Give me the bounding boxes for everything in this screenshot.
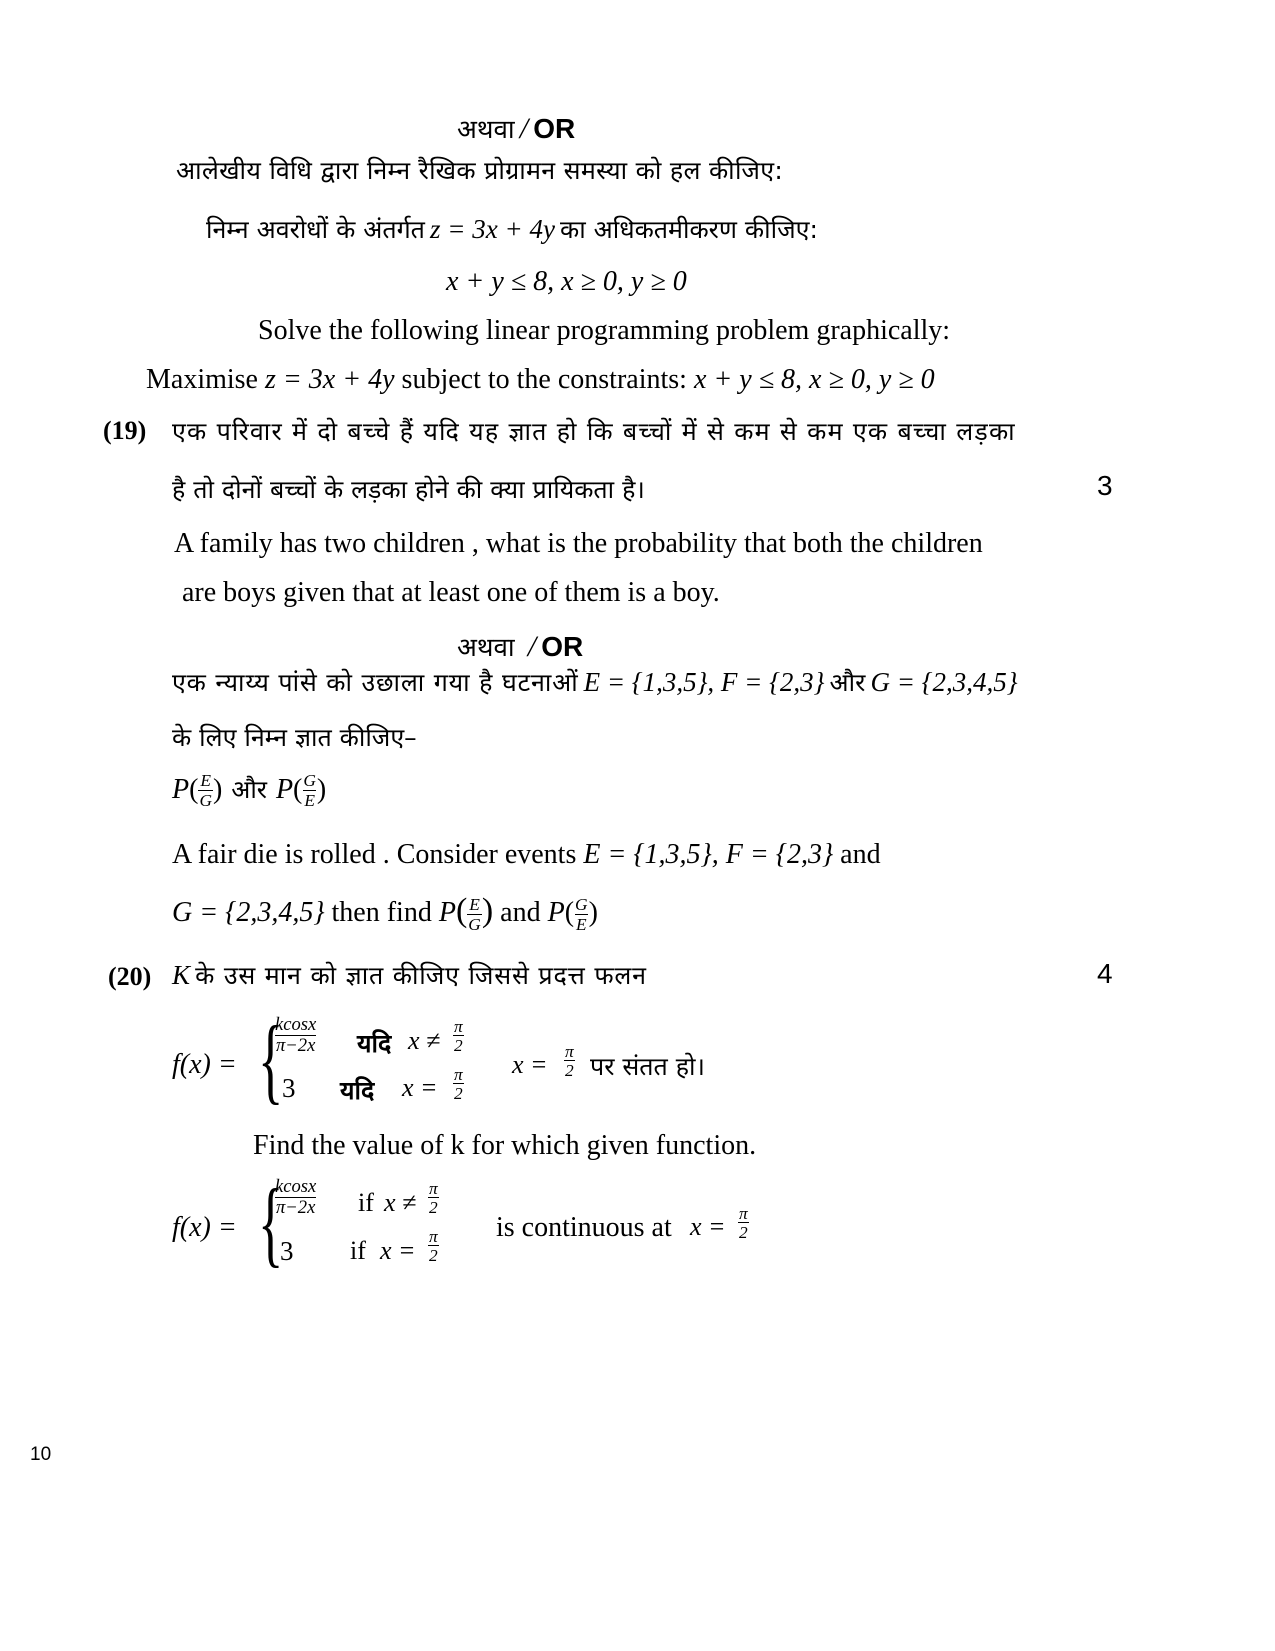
piecewise-case1-if-en: if xyxy=(358,1188,374,1217)
q19-alt-hindi-line-2: के लिए निम्न ज्ञात कीजिए– xyxy=(172,723,417,752)
piecewise-case1-fraction-hi: $\frac{kcosx}{\pi-2x}$ xyxy=(275,1014,317,1056)
q19-hindi-line-1: एक परिवार में दो बच्चे हैं यदि यह ज्ञात हो कि बच्चों में से कम से कम एक बच्चा लड़का xyxy=(172,417,1016,446)
piecewise-case2-cond-hi: x = xyxy=(402,1073,438,1102)
page-number: 10 xyxy=(30,1444,52,1465)
q19-alt-probabilities-hi: P( $\frac{E}{G}$ ) और P( $\frac{G}{E}$ ) xyxy=(172,771,327,810)
continuity-text-hi: पर संतत हो। xyxy=(590,1052,705,1081)
continuity-pi-over-2-hi: $\frac{\pi}{2}$ xyxy=(565,1042,574,1081)
piecewise-case1-pi-over-2-hi: $\frac{\pi}{2}$ xyxy=(454,1017,463,1056)
objective-function: z = 3x + 4y xyxy=(430,214,555,244)
q19-alt-english-line-1: A fair die is rolled . Consider events E = {1,3,5}, F = {2,3} and xyxy=(172,839,881,870)
piecewise-case2-value-en: 3 xyxy=(280,1236,294,1266)
lpp-hindi-line-1: आलेखीय विधि द्वारा निम्न रैखिक प्रोग्रामन समस्या को हल कीजिए: xyxy=(176,156,784,185)
or-slash: / xyxy=(519,112,529,145)
or-heading-hi: अथवा xyxy=(457,115,515,145)
piecewise-case2-pi-over-2-en: $\frac{\pi}{2}$ xyxy=(429,1227,438,1266)
q20-marks: 4 xyxy=(1097,958,1113,989)
piecewise-case2-if-hi: यदि xyxy=(340,1076,375,1105)
continuity-point-en: x = xyxy=(690,1212,726,1241)
piecewise-fx-hi: f(x) = xyxy=(172,1049,237,1080)
piecewise-case2-pi-over-2-hi: $\frac{\pi}{2}$ xyxy=(454,1065,463,1104)
q20-english-line-1: Find the value of k for which given function. xyxy=(253,1130,757,1161)
fraction-g-over-e: $\frac{G}{E}$ xyxy=(303,771,316,810)
q19-alt-hindi-line-1: एक न्याय्य पांसे को उछाला गया है घटनाओं E = {1,3,5}, F = {2,3} और G = {2,3,4,5} xyxy=(172,667,1018,697)
piecewise-brace-hi: { xyxy=(258,1006,284,1113)
lpp-english-line-1: Solve the following linear programming problem graphically: xyxy=(258,315,951,346)
or-heading-en: OR xyxy=(533,113,576,144)
piecewise-case2-if-en: if xyxy=(350,1236,366,1265)
continuity-point-hi: x = xyxy=(512,1050,548,1079)
q19-marks: 3 xyxy=(1097,470,1113,501)
q19-hindi-line-2: है तो दोनों बच्चों के लड़का होने की क्या प्रायिकता है। xyxy=(172,475,645,504)
piecewise-case1-cond-en: x ≠ xyxy=(384,1188,417,1217)
piecewise-case1-fraction-en: $\frac{kcosx}{\pi-2x}$ xyxy=(275,1176,317,1218)
piecewise-case1-pi-over-2-en: $\frac{\pi}{2}$ xyxy=(429,1179,438,1218)
lpp-english-line-2: Maximise z = 3x + 4y subject to the constraints: x + y ≤ 8, x ≥ 0, y ≥ 0 xyxy=(146,364,935,395)
continuity-text-en: is continuous at xyxy=(496,1212,672,1243)
q19-english-line-2: are boys given that at least one of them is a boy. xyxy=(182,577,720,608)
piecewise-case2-cond-en: x = xyxy=(380,1236,416,1265)
q19-english-line-1: A family has two children , what is the probability that both the children xyxy=(174,528,983,559)
or-heading-2: अथवा / OR xyxy=(457,630,584,663)
question-number-19: (19) xyxy=(103,416,147,445)
piecewise-fx-en: f(x) = xyxy=(172,1212,237,1243)
piecewise-case1-cond-hi: x ≠ xyxy=(408,1026,441,1055)
q19-alt-english-line-2: G = {2,3,4,5} then find P( $\frac{E}{G}$ ) and P( $\frac{G}{E}$ ) xyxy=(172,892,598,934)
lpp-constraints: x + y ≤ 8, x ≥ 0, y ≥ 0 xyxy=(446,266,687,297)
q20-hindi-line-1: K के उस मान को ज्ञात कीजिए जिससे प्रदत्त फलन xyxy=(172,960,647,990)
continuity-pi-over-2-en: $\frac{\pi}{2}$ xyxy=(739,1204,748,1243)
piecewise-brace-en: { xyxy=(258,1169,284,1276)
fraction-e-over-g: $\frac{E}{G}$ xyxy=(199,771,212,810)
piecewise-case2-value-hi: 3 xyxy=(282,1073,296,1103)
piecewise-case1-if-hi: यदि xyxy=(357,1029,392,1058)
or-heading-1 xyxy=(457,110,575,146)
lpp-hindi-line-2: निम्न अवरोधों के अंतर्गत z = 3x + 4y का अधिकतमीकरण कीजिए: xyxy=(206,214,818,244)
question-number-20: (20) xyxy=(108,962,152,991)
